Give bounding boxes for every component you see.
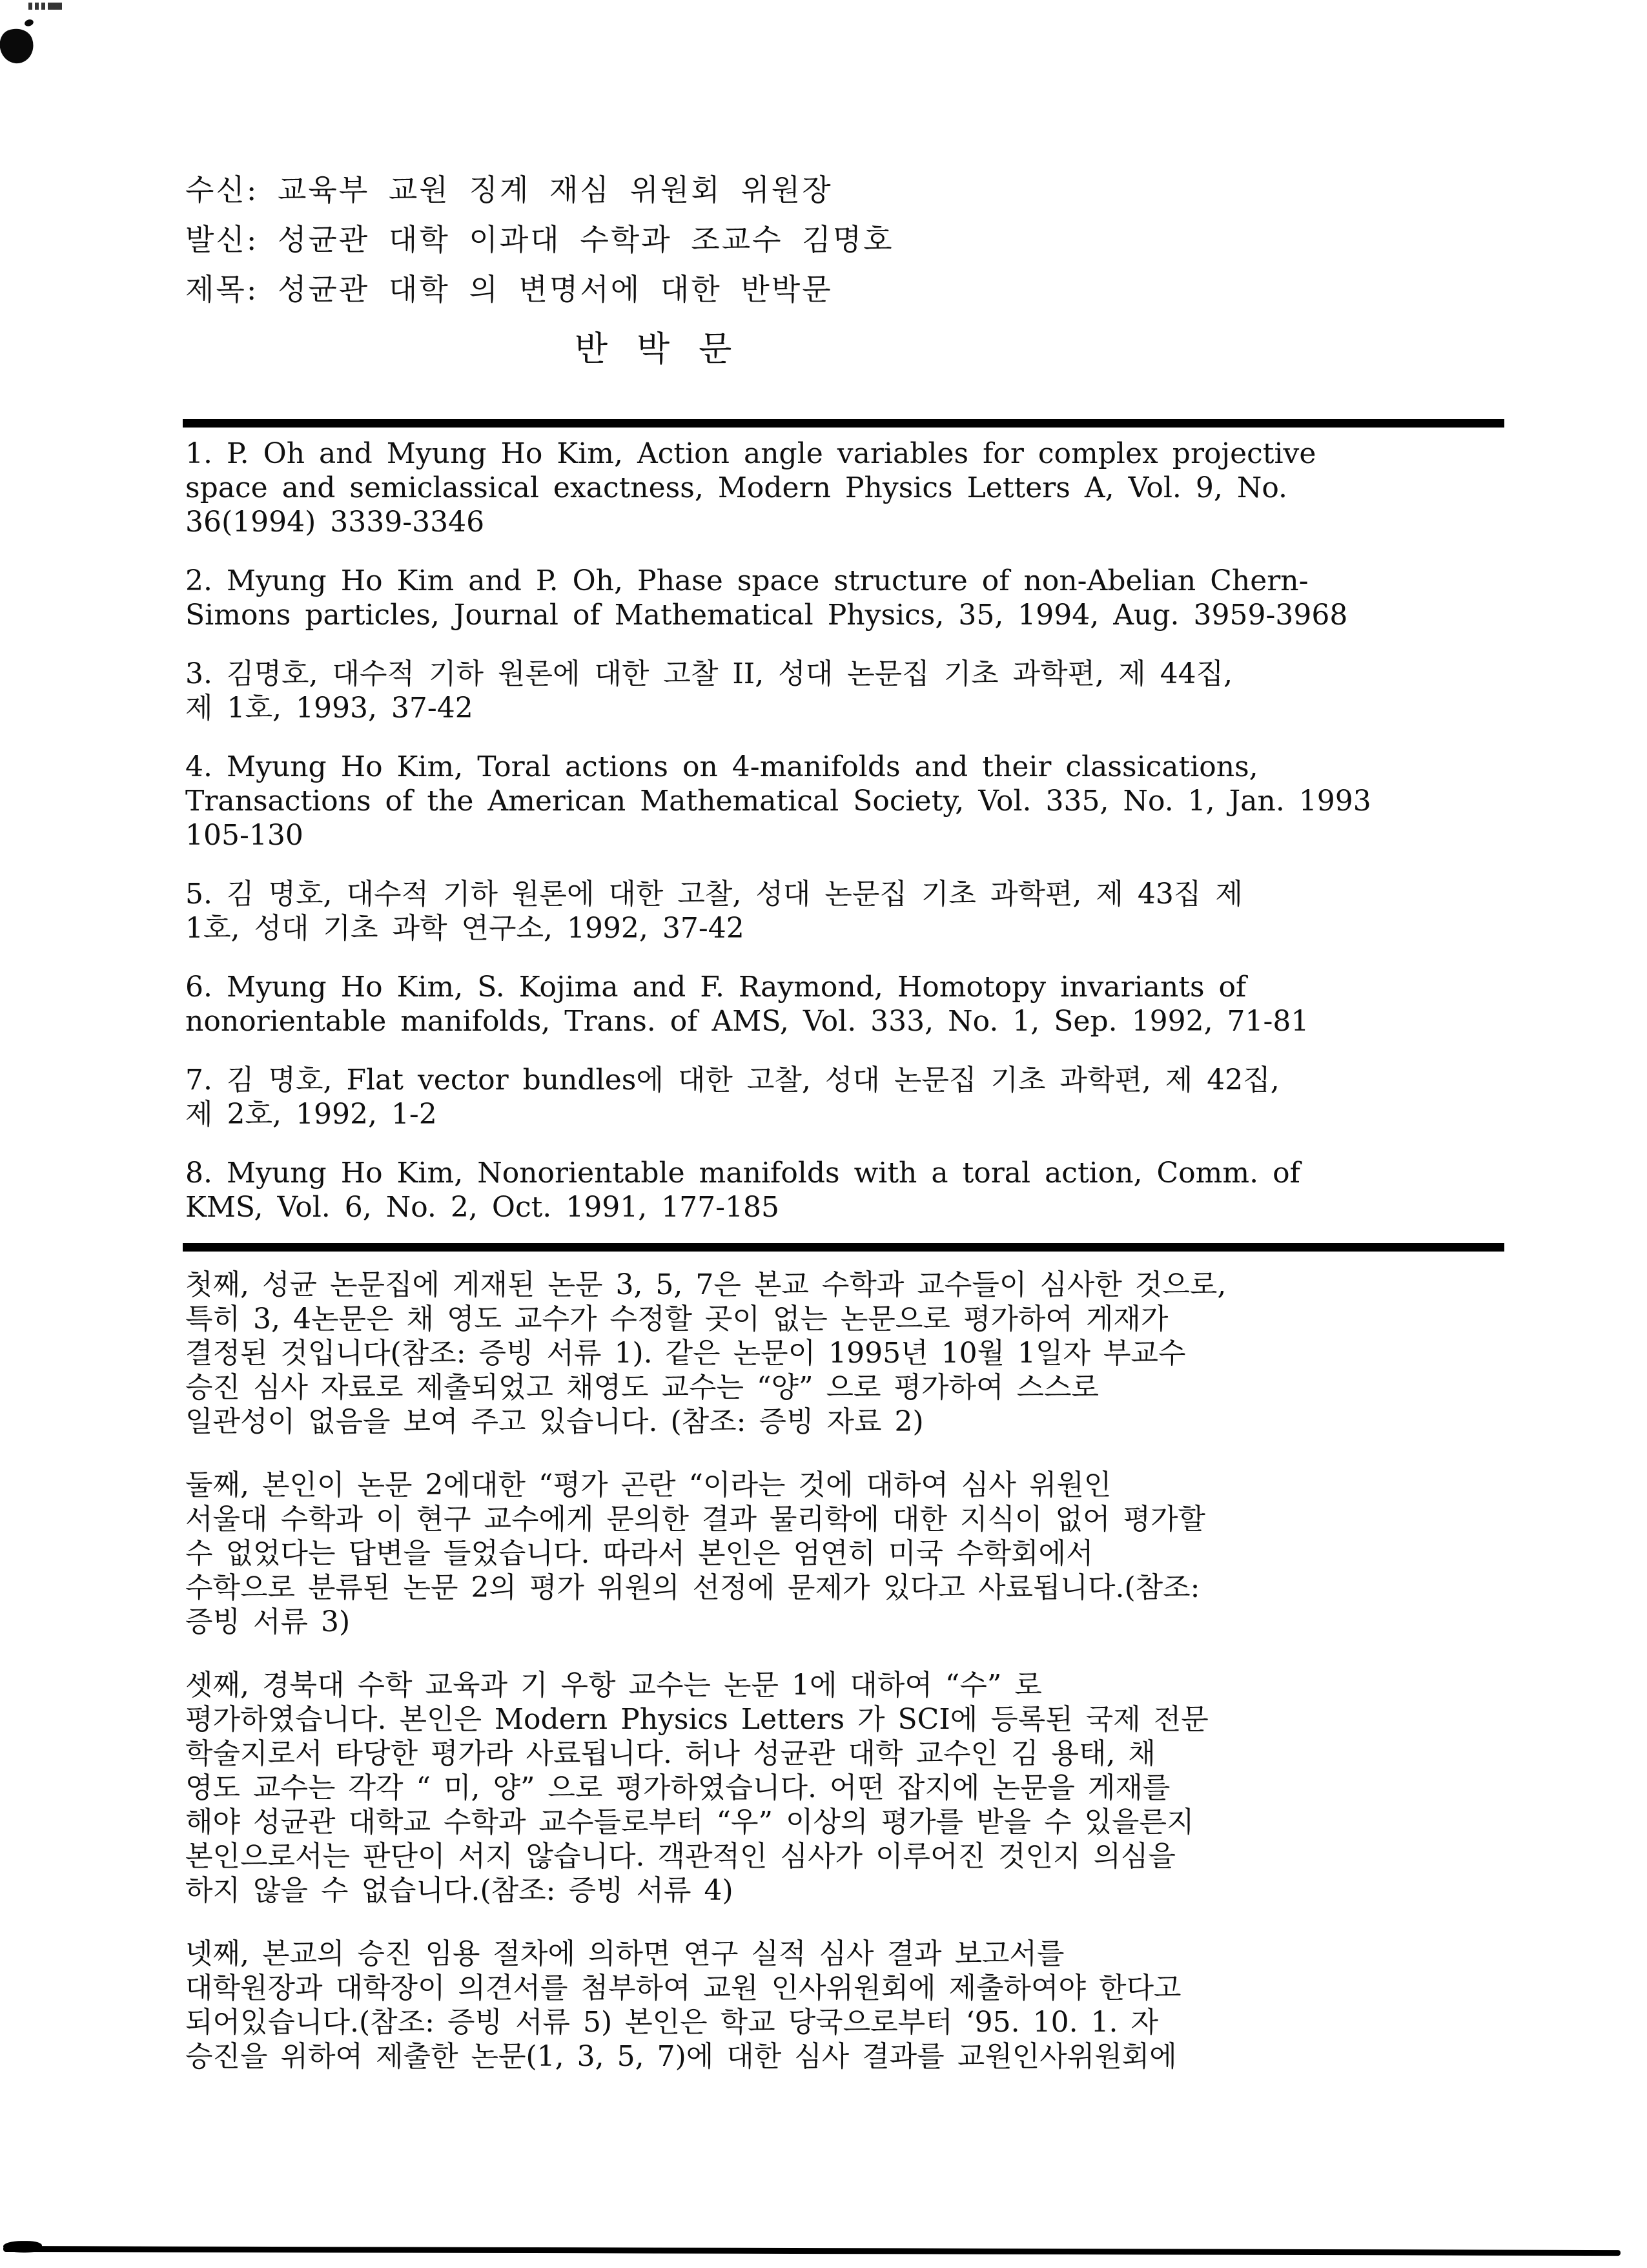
text-line: 승진 심사 자료로 제출되었고 채영도 교수는 “양” 으로 평가하여 스스로 — [185, 1371, 1099, 1404]
text-line: Simons particles, Journal of Mathematical Physics, 35, 1994, Aug. 3959-3968 — [185, 599, 1348, 632]
text-line: 1호, 성대 기초 과학 연구소, 1992, 37-42 — [185, 912, 744, 945]
text-line: 발신: 성균관 대학 이과대 수학과 조교수 김명호 — [185, 222, 894, 257]
text-line: 제 1호, 1993, 37-42 — [185, 692, 473, 725]
reference-item-3 — [185, 657, 1522, 725]
scan-speck — [28, 3, 62, 10]
reference-item-1 — [185, 437, 1522, 539]
text-line: 대학원장과 대학장이 의견서를 첨부하여 교원 인사위원회에 제출하여야 한다고 — [185, 1972, 1182, 2005]
divider-top — [183, 419, 1504, 428]
text-line: 결정된 것입니다(참조: 증빙 서류 1). 같은 논문이 1995년 10월 1일자 부교수 — [185, 1337, 1186, 1370]
text-line: 특히 3, 4논문은 채 영도 교수가 수정할 곳이 없는 논문으로 평가하여 게재가 — [185, 1303, 1169, 1335]
text-line: 학술지로서 타당한 평가라 사료됩니다. 허나 성균관 대학 교수인 김 용태, 채 — [185, 1737, 1156, 1770]
reference-list — [185, 437, 1522, 1249]
text-line: KMS, Vol. 6, No. 2, Oct. 1991, 177-185 — [185, 1191, 780, 1224]
text-line: 8. Myung Ho Kim, Nonorientable manifolds with a toral action, Comm. of — [185, 1157, 1300, 1190]
paragraph-first — [185, 1268, 1548, 1439]
divider-bottom — [183, 1243, 1504, 1252]
text-line: 36(1994) 3339-3346 — [185, 506, 485, 539]
text-line: 2. Myung Ho Kim and P. Oh, Phase space structure of non-Abelian Chern- — [185, 564, 1309, 597]
reference-item-4 — [185, 750, 1522, 852]
reference-item-2 — [185, 564, 1522, 632]
text-line: nonorientable manifolds, Trans. of AMS, Vol. 333, No. 1, Sep. 1992, 71-81 — [185, 1005, 1309, 1038]
text-line: 첫째, 성균 논문집에 게재된 논문 3, 5, 7은 본교 수학과 교수들이 심사한 것으로, — [185, 1268, 1227, 1301]
scan-edge-line — [3, 2246, 1621, 2256]
text-line: 넷째, 본교의 승진 임용 절차에 의하면 연구 실적 심사 결과 보고서를 — [185, 1937, 1065, 1970]
document-title: 반 박 문 — [575, 329, 741, 369]
text-line: 해야 성균관 대학교 수학과 교수들로부터 “우” 이상의 평가를 받을 수 있을른지 — [185, 1806, 1194, 1839]
paragraph-third — [185, 1668, 1548, 1908]
text-line: space and semiclassical exactness, Modern Physics Letters A, Vol. 9, No. — [185, 471, 1288, 504]
text-line: 5. 김 명호, 대수적 기하 원론에 대한 고찰, 성대 논문집 기초 과학편, 제 43집 제 — [185, 878, 1243, 911]
reference-item-5 — [185, 877, 1522, 945]
text-line: 되어있습니다.(참조: 증빙 서류 5) 본인은 학교 당국으로부터 ‘95. 10. 1. 자 — [185, 2006, 1159, 2039]
text-line: 4. Myung Ho Kim, Toral actions on 4-manifolds and their classications, — [185, 750, 1258, 783]
paragraph-second — [185, 1468, 1548, 1639]
text-line: Transactions of the American Mathematical Society, Vol. 335, No. 1, Jan. 1993 — [185, 785, 1371, 818]
reference-item-6 — [185, 970, 1522, 1038]
paragraph-fourth — [185, 1937, 1548, 2074]
letter-header — [185, 165, 894, 314]
text-line: 3. 김명호, 대수적 기하 원론에 대한 고찰 II, 성대 논문집 기초 과학편, 제 44집, — [185, 657, 1233, 690]
text-line: 수학으로 분류된 논문 2의 평가 위원의 선정에 문제가 있다고 사료됩니다.(참조: — [185, 1571, 1200, 1604]
text-line: 승진을 위하여 제출한 논문(1, 3, 5, 7)에 대한 심사 결과를 교원인사위원회에 — [185, 2040, 1177, 2073]
text-line: 6. Myung Ho Kim, S. Kojima and F. Raymond, Homotopy invariants of — [185, 971, 1247, 1004]
text-line: 셋째, 경북대 수학 교육과 기 우항 교수는 논문 1에 대하여 “수” 로 — [185, 1669, 1042, 1702]
text-line: 105-130 — [185, 819, 303, 852]
text-line: 제목: 성균관 대학 의 변명서에 대한 반박문 — [185, 272, 833, 307]
text-line: 1. P. Oh and Myung Ho Kim, Action angle variables for complex projective — [185, 437, 1316, 470]
text-line: 수신: 교육부 교원 징계 재심 위원회 위원장 — [185, 172, 833, 207]
text-line: 평가하였습니다. 본인은 Modern Physics Letters 가 SCI에 등록된 국제 전문 — [185, 1703, 1209, 1736]
text-line: 일관성이 없음을 보여 주고 있습니다. (참조: 증빙 자료 2) — [185, 1405, 924, 1438]
argument-paragraphs — [185, 1268, 1548, 2103]
ink-blot — [0, 24, 38, 67]
reference-item-8 — [185, 1156, 1522, 1224]
text-line: 영도 교수는 각각 “ 미, 양” 으로 평가하였습니다. 어떤 잡지에 논문을 게재를 — [185, 1771, 1171, 1804]
text-line: 본인으로서는 판단이 서지 않습니다. 객관적인 심사가 이루어진 것인지 의심을 — [185, 1840, 1176, 1873]
text-line: 서울대 수학과 이 현구 교수에게 문의한 결과 물리학에 대한 지식이 없어 평가할 — [185, 1503, 1205, 1536]
text-line: 하지 않을 수 없습니다.(참조: 증빙 서류 4) — [185, 1874, 733, 1907]
reference-item-7 — [185, 1063, 1522, 1131]
text-line: 둘째, 본인이 논문 2에대한 “평가 곤란 “이라는 것에 대하여 심사 위원인 — [185, 1469, 1112, 1501]
text-line: 증빙 서류 3) — [185, 1605, 351, 1638]
text-line: 7. 김 명호, Flat vector bundles에 대한 고찰, 성대 논문집 기초 과학편, 제 42집, — [185, 1064, 1280, 1097]
text-line: 제 2호, 1992, 1-2 — [185, 1098, 437, 1131]
text-line: 수 없었다는 답변을 들었습니다. 따라서 본인은 엄연히 미국 수학회에서 — [185, 1537, 1094, 1570]
